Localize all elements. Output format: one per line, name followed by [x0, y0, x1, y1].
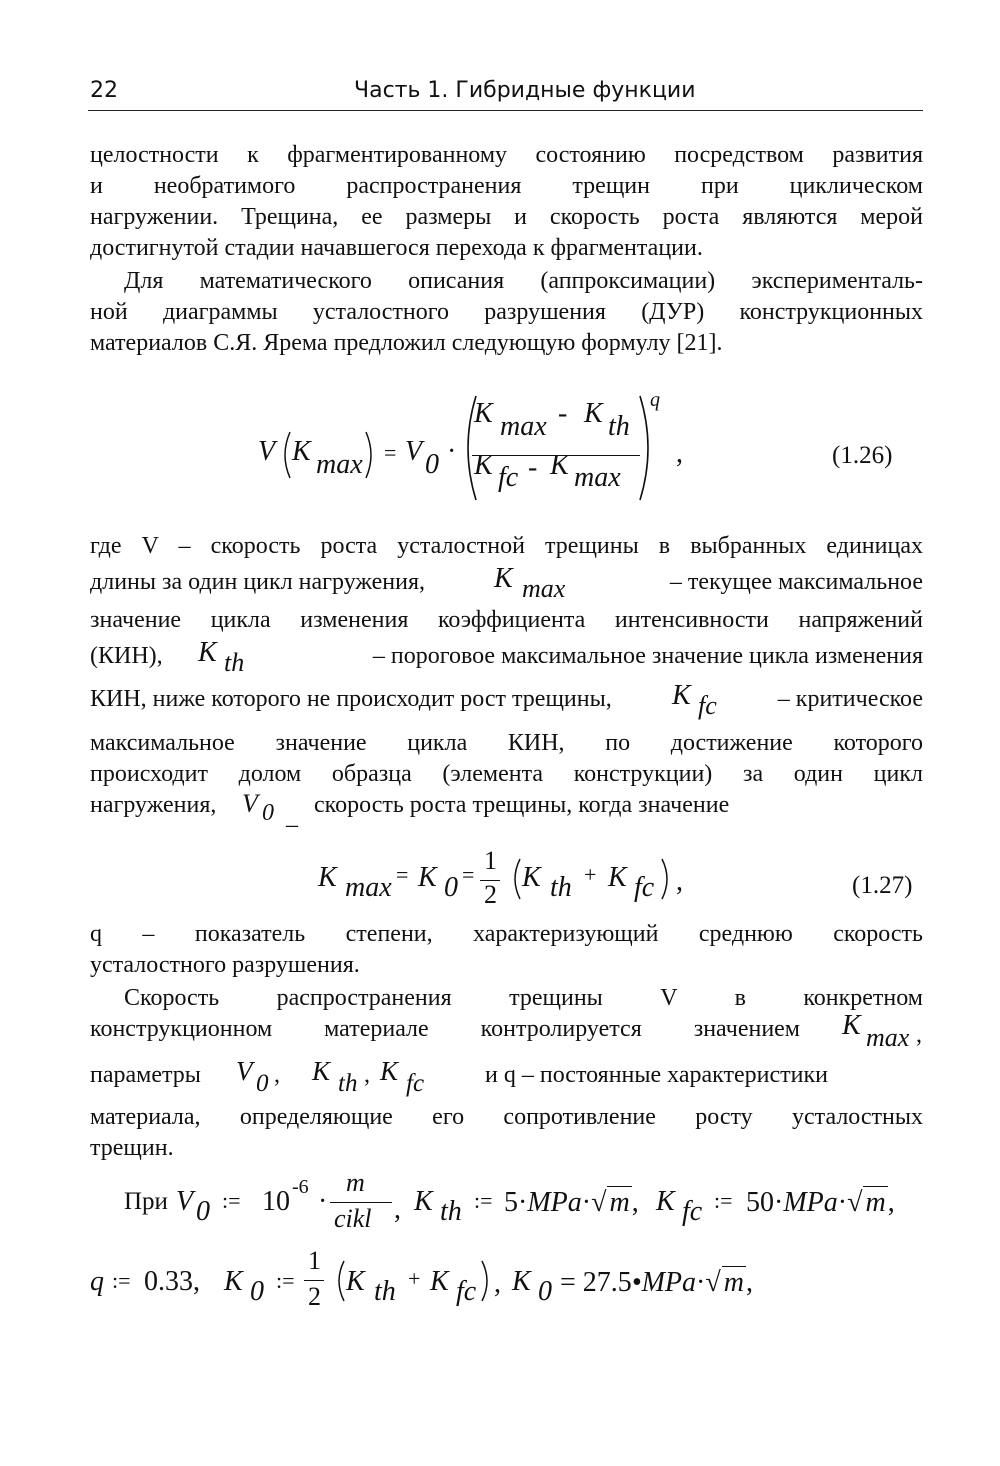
p5-line5: трещин.: [90, 1135, 174, 1161]
p3-line5: КИН, ниже которого не происходит рост трещины, K fc – критическое: [90, 680, 923, 720]
p5-line1: Скорость распространения трещины V в конкретном: [124, 985, 923, 1011]
p1-line1: целостности к фрагментированному состоянию посредством развития: [90, 142, 923, 168]
book-page: 22 Часть 1. Гибридные функции целостности к фрагментированному состоянию посредством развития и необратимого распространения трещин при циклическом нагружении. Трещина, ее размеры и скорость роста являются мерой достигнутой стадии начавшегося перехода к фрагментации. Для математического описания (аппроксимации) эксперименталь- ной диаграммы усталостного разрушения (ДУР) конструкционных материалов С.Я. Ярема предложил следующую формулу [21]. V K max = V 0 · K max - K th K fc - K max q , (1.26) где V – скорость роста усталостной трещины в выбранных единицах длины за один цикл нагружения, K max – текущее максимальное значение цикла изменения коэффициента интенсивности напряжений (КИН), K th – пороговое максимальное значение цикла изменения КИН, ниже которого не происходит рост трещины, K fc – критическое максимальное значение цикла КИН, по достижение которого происходит долом образца (элемента конструкции) за один цикл нагружения, V 0 _ скорость роста трещины, когда значение K max = K 0 = 1 2 K th + K fc , (1.27) q – показатель степени, характеризующий среднюю скорость усталостного разрушения. Скорость распространения трещины V в конкретном конструкционном материале контролируется значением K max , параметры V 0 , K th , K fc и q – постоянные характеристики материала, определяющие его сопротивление росту усталостных трещин. При V 0 := 10 -6 · m cikl , K th := 5·MPa·√ m, K fc := 50·MPa·√ m, q := 0.33, K 0 := 1 2 K th + K fc , K 0 = 27.5•MPa·√ m,: [90, 78, 923, 1311]
p5-line4: материала, определяющие его сопротивление росту усталостных: [90, 1104, 923, 1130]
calc-half-bar: [304, 1280, 324, 1281]
p1-line4: достигнутой стадии начавшегося перехода к фрагментации.: [90, 235, 703, 261]
p5-line3-end: и q – постоянные характеристики: [485, 1062, 828, 1088]
p2-line3: материалов С.Я. Ярема предложил следующую формулу [21].: [90, 330, 723, 356]
p3-line4-end: – пороговое максимальное значение цикла изменения: [372, 643, 923, 669]
p4-line2: усталостного разрушения.: [90, 952, 360, 978]
calc-unit-bar: [330, 1202, 392, 1203]
p2-line2: ной диаграммы усталостного разрушения (ДУР) конструкционных: [90, 299, 923, 325]
p1-line2: и необратимого распространения трещин при циклическом: [90, 173, 923, 199]
eq126-paren-right: [362, 430, 382, 480]
eq127-number: (1.27): [852, 872, 913, 899]
p3-line8-start: нагружения,: [90, 792, 217, 818]
p3-line1: где V – скорость роста усталостной трещины в выбранных единицах: [90, 533, 923, 559]
p5-line2-text: конструкционном материале контролируется значением: [90, 1016, 800, 1042]
p3-line2: длины за один цикл нагружения, K max – текущее максимальное: [90, 563, 923, 603]
p1-line3: нагружении. Трещина, ее размеры и скорость роста являются мерой: [90, 204, 923, 230]
p3-line7: происходит долом образца (элемента конструкции) за один цикл: [90, 761, 923, 787]
calc-pri: При: [124, 1188, 168, 1215]
p2-line1: Для математического описания (аппроксимации) эксперименталь-: [124, 268, 923, 294]
p4-line1: q – показатель степени, характеризующий среднюю скорость: [90, 921, 923, 947]
p5-line3: параметры V 0 , K th , K fc и q – постоянные характеристики: [90, 1056, 828, 1097]
p3-line2-start: длины за один цикл нагружения,: [90, 569, 426, 595]
page-number: 22: [90, 78, 118, 103]
p5-line2: конструкционном материале контролируется значением K max ,: [90, 1010, 922, 1052]
p3-line8: нагружения, V 0 _ скорость роста трещины, когда значение: [90, 789, 730, 830]
p3-line8-end: скорость роста трещины, когда значение: [314, 792, 730, 818]
p3-line4: (КИН), K th – пороговое максимальное значение цикла изменения: [90, 637, 923, 677]
eq126-number: (1.26): [832, 442, 893, 469]
p3-line5-end: – критическое: [777, 686, 923, 712]
p3-line3: значение цикла изменения коэффициента интенсивности напряжений: [90, 607, 923, 633]
running-title: Часть 1. Гибридные функции: [354, 78, 696, 103]
p3-line2-end: – текущее максимальное: [669, 569, 923, 595]
eq127-paren-right: [658, 857, 678, 901]
p3-line5-start: КИН, ниже которого не происходит рост трещины,: [90, 686, 612, 712]
running-header: [88, 76, 923, 111]
p3-line6: максимальное значение цикла КИН, по достижение которого: [90, 730, 923, 756]
p3-line4-start: (КИН),: [90, 643, 163, 669]
p5-line3-start: параметры: [90, 1062, 201, 1088]
